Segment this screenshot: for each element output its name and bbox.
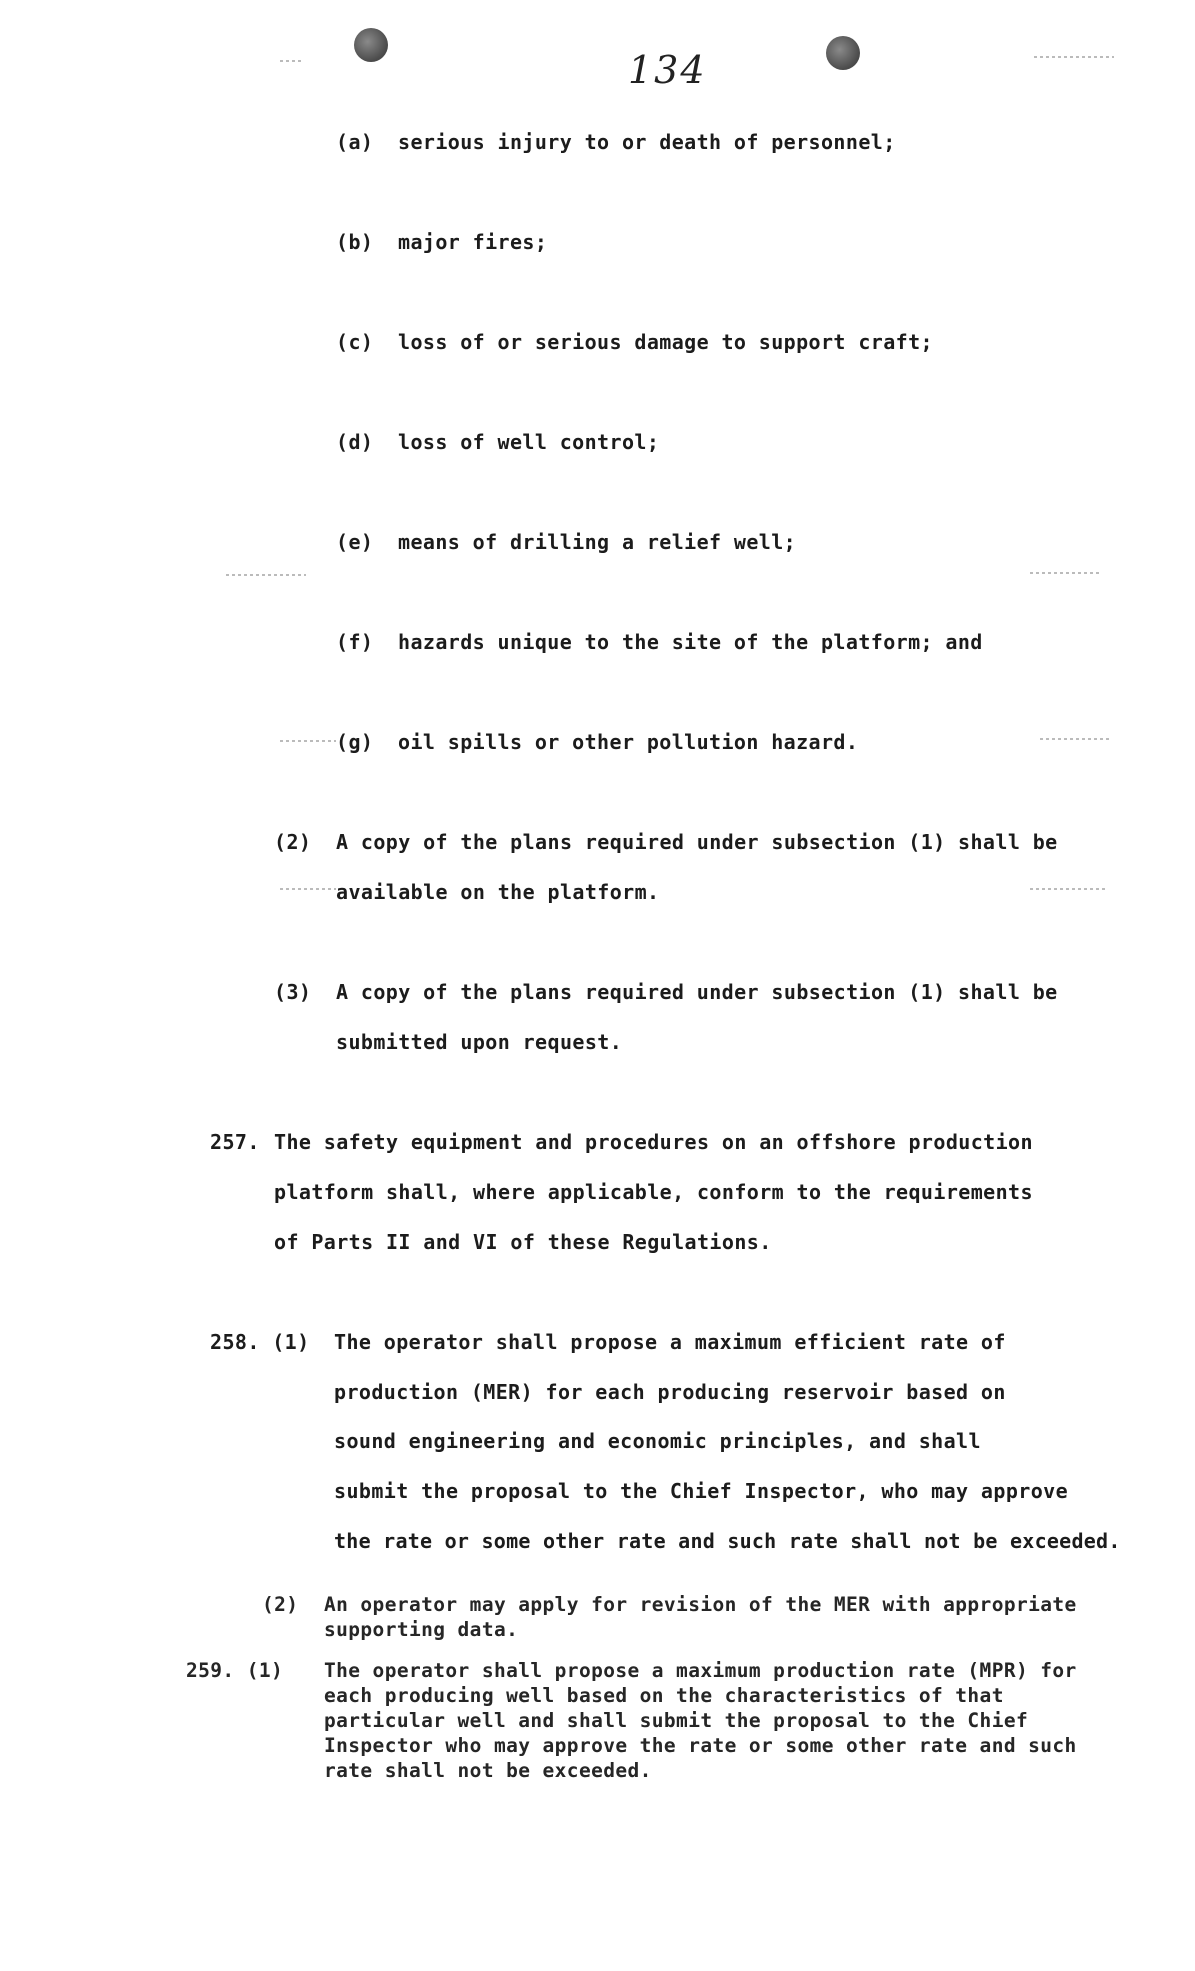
section-label: 257.	[210, 1130, 260, 1154]
subsection-line: available on the platform.	[336, 880, 660, 904]
list-item-label: (f)	[336, 630, 374, 654]
list-item-label: (a)	[336, 130, 374, 154]
scan-artifact	[1030, 572, 1100, 574]
list-item-label: (d)	[336, 430, 374, 454]
page-number: 134	[628, 48, 707, 92]
scan-artifact	[280, 740, 336, 742]
section-line: The operator shall propose a maximum production rate (MPR) for	[324, 1659, 1077, 1682]
scan-artifact	[1034, 56, 1114, 58]
section-line: platform shall, where applicable, conform to the requirements	[274, 1180, 1033, 1204]
section-line: rate shall not be exceeded.	[324, 1759, 652, 1782]
section-line: of Parts II and VI of these Regulations.	[274, 1230, 772, 1254]
scan-artifact	[280, 888, 336, 890]
punch-hole-right	[826, 36, 860, 70]
list-item-text: loss of well control;	[398, 430, 660, 454]
punch-hole-left	[354, 28, 388, 62]
list-item-label: (g)	[336, 730, 374, 754]
subsection-line: submitted upon request.	[336, 1030, 623, 1054]
list-item-text: major fires;	[398, 230, 548, 254]
section-line: submit the proposal to the Chief Inspector, who may approve	[334, 1479, 1069, 1503]
section-label: 258. (1)	[210, 1330, 310, 1354]
subsection-label: (2)	[274, 830, 312, 854]
section-line: Inspector who may approve the rate or some other rate and such	[324, 1734, 1077, 1757]
scan-artifact	[226, 574, 306, 576]
subsection-line: supporting data.	[324, 1618, 519, 1641]
section-label: 259. (1)	[186, 1659, 284, 1682]
subsection-label: (2)	[262, 1593, 299, 1616]
list-item-text: loss of or serious damage to support craft;	[398, 330, 933, 354]
section-line: sound engineering and economic principles, and shall	[334, 1429, 981, 1453]
list-item-text: oil spills or other pollution hazard.	[398, 730, 859, 754]
list-item-text: means of drilling a relief well;	[398, 530, 797, 554]
list-item-label: (e)	[336, 530, 374, 554]
scan-artifact	[1030, 888, 1108, 890]
scan-artifact	[280, 60, 304, 62]
section-line: particular well and shall submit the proposal to the Chief	[324, 1709, 1029, 1732]
list-item-label: (c)	[336, 330, 374, 354]
section-line: each producing well based on the characteristics of that	[324, 1684, 1004, 1707]
subsection-line: A copy of the plans required under subsection (1) shall be	[336, 830, 1058, 854]
list-item-text: hazards unique to the site of the platform; and	[398, 630, 983, 654]
scan-artifact	[1040, 738, 1110, 740]
section-line: the rate or some other rate and such rate shall not be exceeded.	[334, 1529, 1121, 1553]
subsection-line: A copy of the plans required under subsection (1) shall be	[336, 980, 1058, 1004]
section-line: production (MER) for each producing reservoir based on	[334, 1380, 1006, 1404]
section-line: The safety equipment and procedures on an offshore production	[274, 1130, 1033, 1154]
subsection-line: An operator may apply for revision of the MER with appropriate	[324, 1593, 1077, 1616]
subsection-label: (3)	[274, 980, 312, 1004]
list-item-label: (b)	[336, 230, 374, 254]
list-item-text: serious injury to or death of personnel;	[398, 130, 896, 154]
section-line: The operator shall propose a maximum efficient rate of	[334, 1330, 1006, 1354]
